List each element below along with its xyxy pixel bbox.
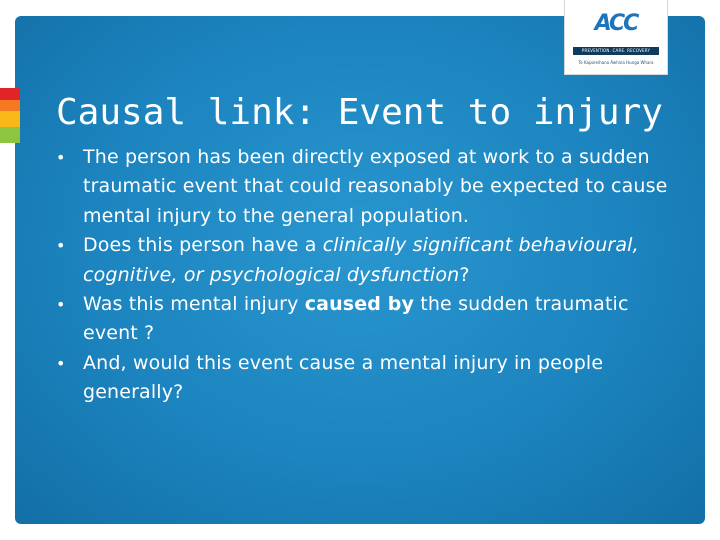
bullet-strong: caused by bbox=[304, 293, 415, 316]
bullet-text: And, would this event cause a mental injury in people generally? bbox=[83, 351, 604, 404]
acc-logo-mark: ACC bbox=[594, 11, 638, 36]
bullet-item bbox=[54, 349, 674, 408]
acc-logo-tagline: Te Kaporeihana Āwhina Hunga Whara bbox=[578, 60, 654, 65]
acc-logo-strip: PREVENTION. CARE. RECOVERY bbox=[573, 47, 659, 55]
accent-bar-red bbox=[0, 88, 20, 100]
bullet-dot-icon: • bbox=[56, 236, 66, 256]
bullet-dot-icon: • bbox=[56, 295, 66, 315]
bullet-text: the sudden traumatic event ? bbox=[83, 293, 629, 345]
bullet-dot-icon: • bbox=[56, 353, 66, 373]
bullet-list bbox=[54, 143, 674, 408]
bullet-item bbox=[54, 143, 674, 231]
accent-bar-orange bbox=[0, 100, 20, 111]
acc-logo bbox=[564, 0, 668, 75]
bullet-text: Does this person have a bbox=[83, 234, 323, 257]
bullet-dot-icon: • bbox=[56, 148, 66, 167]
accent-bar-green bbox=[0, 127, 20, 143]
bullet-text: Was this mental injury bbox=[83, 293, 305, 316]
bullet-emphasis: clinically significant behavioural, cognitive, or psychological dysfunction bbox=[83, 234, 639, 286]
accent-bar-yellow bbox=[0, 111, 20, 127]
bullet-item bbox=[54, 231, 674, 290]
bullet-item bbox=[54, 290, 674, 349]
bullet-text: ? bbox=[459, 263, 470, 286]
slide-title: Causal link: Event to injury bbox=[56, 92, 663, 133]
bullet-text: The person has been directly exposed at work to a sudden traumatic event that could reasonably be expected to cause mental injury to the general population. bbox=[83, 146, 668, 227]
